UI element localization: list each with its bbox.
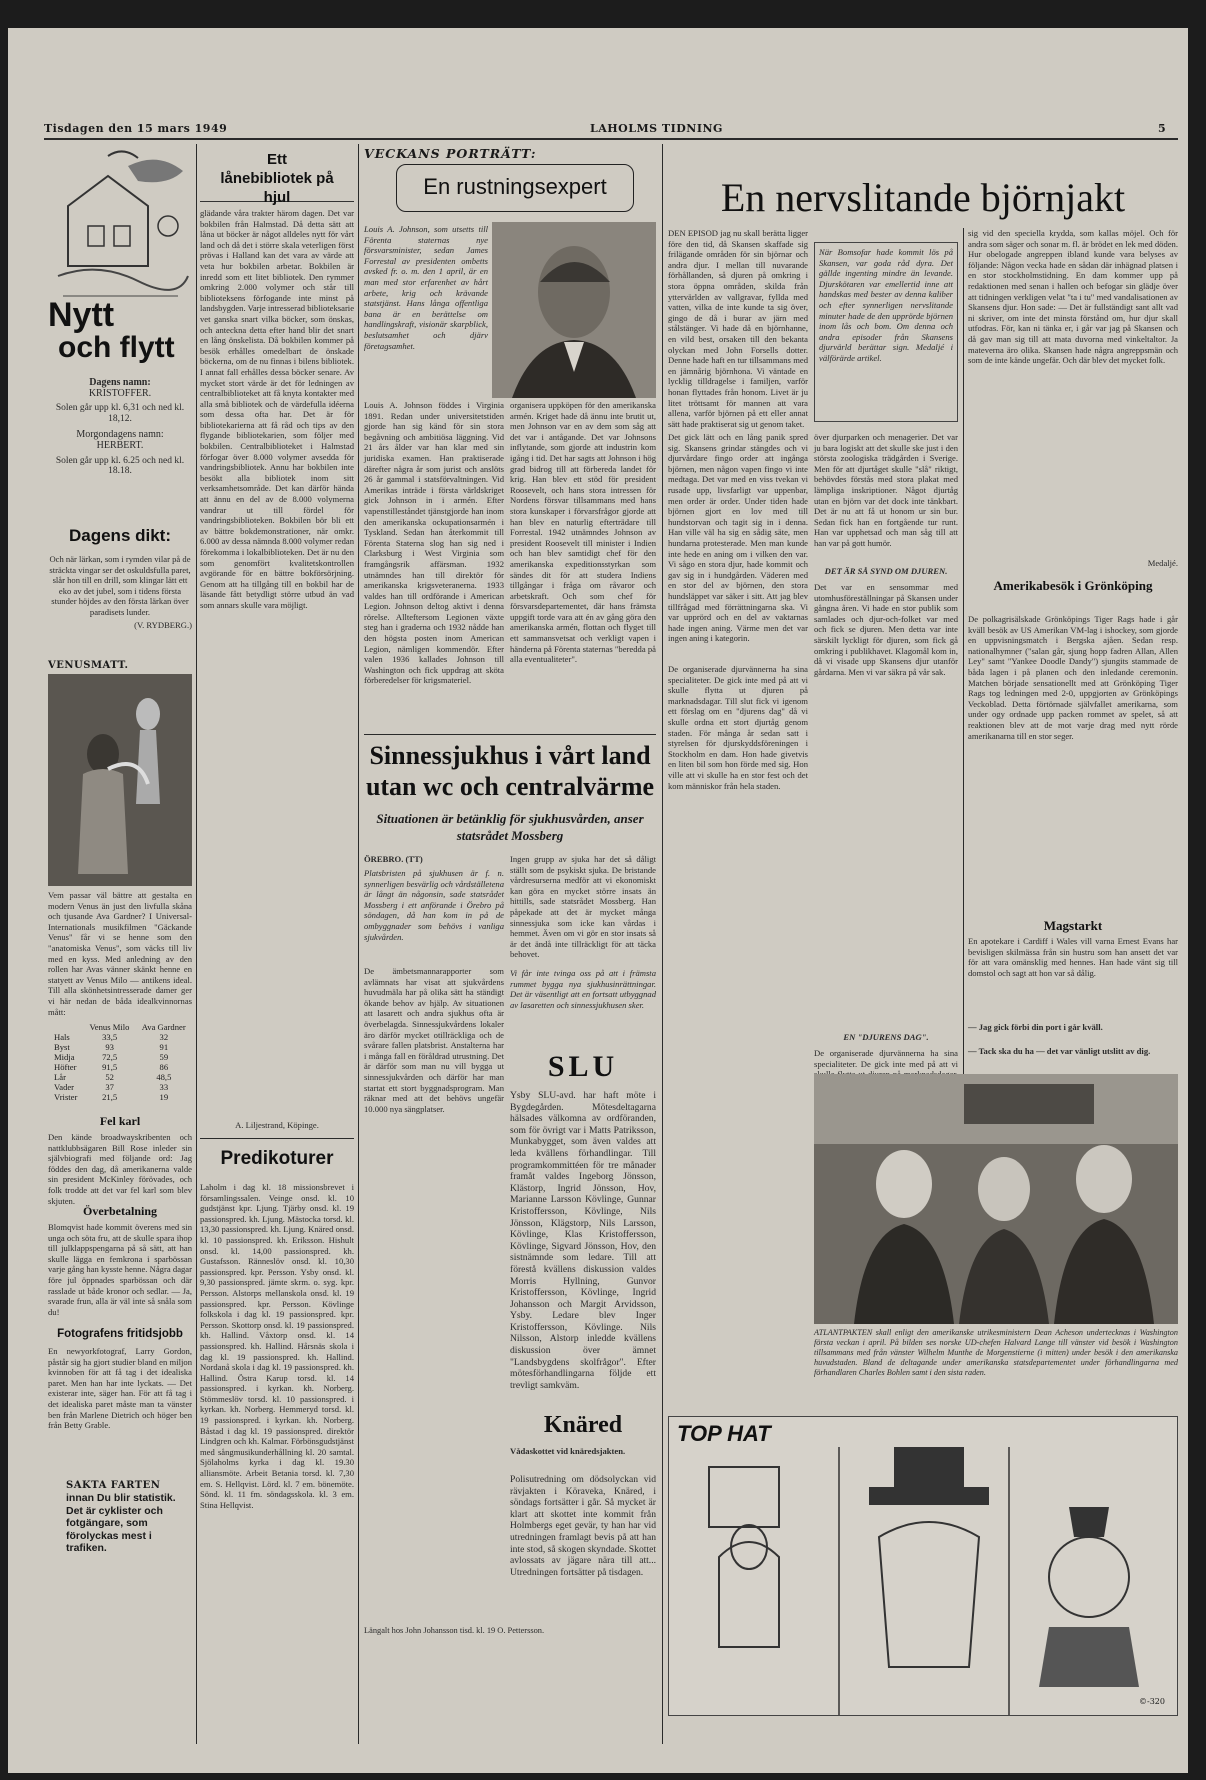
table-cell: 21,5	[102, 1092, 118, 1102]
bjornjakt-box: När Bomsofar hade kommit lös på Skansen, var goda råd dyra. Det gällde ingenting mindre än levande. Djurskötaren var emellertid inne att handskas med bester av denna kaliber och efter synnerligen nervslitande minuter hade de den upprörde björnen inom lås och bom. Om denna och andra episoder från Skansens djurvärld berättar sign. Medaljé i välförärde artikel.	[814, 242, 958, 422]
atlantpakten-photo	[814, 1074, 1178, 1324]
table-cell: 32	[159, 1032, 169, 1042]
overbetalning-article: Blomqvist hade kommit överens med sin unga och söta fru, att de skulle spara ihop till julklappspengarna på så sätt, att han skulle lägga en femkrona i sparbössan varje gång han kysste henne. Några dagar före jul öppnades sparbössan och där rasslade ut både kronor och sedlar. — Ja, svarade frun, alla är väl inte så snåla som du!	[48, 1222, 192, 1317]
slu-heading: SLU	[547, 1050, 619, 1083]
sunrise-today: Solen går upp kl. 6,31 och ned kl. 18,12.	[55, 403, 185, 424]
sakta-farten-heading: SAKTA FARTEN	[66, 1480, 161, 1491]
table-cell: 37	[105, 1082, 114, 1092]
table-cell: Midja	[54, 1052, 75, 1062]
sinnessjukhus-title: Sinnessjukhus i vårt land utan wc och centralvärme	[365, 741, 655, 801]
newspaper-page	[8, 28, 1188, 1773]
table-cell: 72,5	[102, 1052, 118, 1062]
table-cell: 93	[105, 1042, 114, 1052]
portrait-kicker: VECKANS PORTRÄTT:	[364, 146, 537, 161]
table-cell: Höfter	[54, 1062, 77, 1072]
table-cell: Hals	[54, 1032, 70, 1042]
bjornjakt-intro: DEN EPISOD jag nu skall berätta ligger före den tid, då Skansen skaffade sig frilägande områden för sin björnar och andra djur. I mellan till nuvarande förhållanden, så djuren på omkring i stora öppna områden, skilda från yttervärlden av vallgravar, fyllda med vatten, vilka de inte kunde ta sig över, gingo de då i burar av järn med stålstänger. Vi hade då en björnhanne, en vild best, orsaken till den bekanta olyckan med John Forsells dotter. Denne hade haft en tur tillsammans med en jämnårig björnhona. Vi väntade en lycklig tilldragelse i familjen, varför honan flyttades från honom. Livet är ju litet tröttsamt för mannen att vara allena, varför björnen på ett eller annat sätt hade praktiserat sig ut genom taket.	[668, 228, 808, 429]
lanebibliotek-title: Ett lånebibliotek på hjul	[200, 146, 354, 202]
daily-poem-heading: Dagens dikt:	[68, 526, 172, 545]
bjornjakt-signature: Medaljé.	[1147, 558, 1178, 568]
tomorrow-name-value: HERBERT.	[96, 439, 144, 451]
table-row	[48, 1072, 192, 1082]
tomorrow-name-heading: Morgondagens namn:	[76, 429, 164, 441]
bjornjakt-body-4: De organiserade djurvännerna ha sina specialiteter. De gick inte med på att vi skulle flytta ut djuren på marknadsdagar. Till slut fick vi igenom ett förslag om en "djurens dag" då vi skulle ordna ett stort djurtåg genom staden. För många år sedan satt i styrelsen för djurskyddsföreningen i Stockholm en dam. Hon hade givetvis en liten bil som hon förde med sig. Hon ville att vi skulle ha en stor fest och det kom människor från hela staden.	[668, 664, 808, 791]
portrait-body-col2: organisera uppköpen för den amerikanska armén. Kriget hade då ännu inte brutit ut, men Johnson var en av dem som såg att det var i antågande. Det var Johnsons inflytande, som gjorde att industrin kom igång i tid. Det har sagts att Johnson i hög grad bidrog till att förbereda landet för krig. Han blev ett stöd för president Roosevelt, och hans stora intressen för Nordens försvar tillsammans med hans stora kunskaper i förvarsfrågor gjorde att han blev en naturlig efterträdare till Forrestal. 1942 utnämndes Johnson av president Roosevelt till minister i Indien och han blev samtidigt chef för den amerikanska expeditionsstyrkan som sändes dit för att studera Indiens tillgångar i fråga om råvaror och arbetskraft. Och som chef för försvarsdepartementet, där hans främsta uppgift torde vara att én av gång göra den amerikanska armén, flottan och flyget till ett sammansvetsat och verkligt vapen i händerna på Förenta staternas "beredda på alla eventualiteter".	[510, 400, 656, 665]
table-cell: 91	[159, 1042, 169, 1052]
bjornjakt-body-3: Det var en sensommar med utomhusföreställningar på Skansen under gångna åren. Vi hade en stor publik som samlades och djur-och-folket var med och fick se djuren. Men detta var inte särskilt lyckligt för djuren, som fick gå omkring i publikhavet. Klagomål kom in, då vi visade upp Skansens djur utanför gårdarna. Men vi var säkra på vår sak.	[814, 582, 958, 677]
table-cell: 52	[105, 1072, 114, 1082]
table-row	[48, 1062, 192, 1072]
overbetalning-heading: Överbetalning	[83, 1204, 157, 1218]
section-rule	[200, 1138, 354, 1139]
table-cell: 91,5	[102, 1062, 118, 1072]
bjornjakt-body-2: över djurparken och menagerier. Det var ju bara logiskt att det skulle ske just i den största zoologiska trädgården i Sverige. Men för att djurtåget skulle "slå" riktigt, behövdes förstås med stora plakat med lämpliga inskriptioner. Något djurtåg utan en björn var det dock inte tänkbart. Det är nu att få ut honom ur sin bur. Sedan fick han en fortgående tur runt. Han var upphetsad och man såg till att han var på gott humör.	[814, 432, 958, 548]
table-header-row	[48, 1022, 192, 1032]
bjornjakt-section-heading: DET ÄR SÅ SYND OM DJUREN.	[824, 566, 948, 576]
knared-heading: Knäred	[543, 1412, 623, 1438]
three-men-photo	[814, 1074, 1178, 1324]
table-cell: 86	[159, 1062, 169, 1072]
amerikabesok-article: De polkagrisälskade Grönköpings Tiger Rags hade i går kväll besök av US Amerikan VM-lag i ishockey, som gjorde en uppvisningsmatch i Bergska ajåen. Sedan resp. nationalhymner ("salan går, sjung hopp fadren Allan, Allen Ley" samt "Yankee Doodle Dandy") sjungits stammade de båda lagen i på planen och den inledande ceremonin. Matchen började sensationellt med att Grönköping Tiger Rags tog ledningen med 2-0, uppgjorten av Grönköpings Veckoblad. Detta förtörnade självfallet amerikarna, som under ogy ordnade upp packen rommet av spelet, så att reaktionen blev att de mot varje drag med nytt rörde amerikanarna till en stor seger.	[968, 614, 1178, 741]
magstarkt-article: En apotekare i Cardiff i Wales vill varna Ernest Evans har bevisligen skilmässa från sin hustru som han ansett det var för att vara omänsklig med hennes. Han hade vänt sig till domstol och sagt att hon var så dålig.	[968, 936, 1178, 978]
measurements-table	[48, 1022, 192, 1102]
knared-article: Polisutredning om dödsolyckan vid rävjakten i Köraveka, Knäred, i söndags fortsätter i går. Så mycket är klart att skottet inte kommit från Holmbergs eget gevär, ty han har vid utredningen framlagt bevis på att han inte stod, så skogen skyndade. Skottet avlossats av jägare nära till att... Utredningen fortsätter på tisdagen.	[510, 1474, 656, 1578]
section-rule	[364, 734, 656, 735]
sunrise-tomorrow: Solen går upp kl. 6.25 och ned kl. 18.18.	[55, 455, 185, 477]
table-cell: Vrister	[54, 1092, 78, 1102]
portrait-title: En rustningsexpert	[396, 164, 634, 212]
magstarkt-joke-1: — Jag gick förbi din port i går kväll.	[968, 1022, 1103, 1032]
portrait-photo	[492, 222, 656, 398]
comic-copyright: ©-320	[1139, 1697, 1165, 1706]
fel-karl-heading: Fel karl	[99, 1114, 141, 1128]
table-cell: Vader	[54, 1082, 75, 1092]
table-cell: Lår	[54, 1072, 66, 1082]
column-rule	[358, 144, 359, 1744]
sinnessjukhus-lead: Platsbristen på sjukhusen är f. n. synnerligen besvärlig och vårdställetena är långt än någonsin, sade statsrådet Mossberg i ett anförande i Örebro på söndagen, då han kom in på de ombyggnader som behövs i vanliga sjukvården.	[364, 868, 504, 942]
fotografens-article: En newyorkfotograf, Larry Gordon, påstår sig ha gjort studier bland en miljon kvinnoben för att få tag i det idealiska paret. Men han har inte lyckats. — Det existerar inte, säger han. För att få tag i det idealiska paret måste man ta vänster ben från Marlene Dietrich och höger ben från Betty Grable.	[48, 1346, 192, 1431]
table-row	[48, 1092, 192, 1102]
sinnessjukhus-quote: Vi får inte tvinga oss på att i främsta rummet bygga nya sjukhusinrättningar. Det är väsentligt att en fortsatt utbyggnad av lasaretten och sinnessjukhusen sker.	[510, 968, 656, 1010]
table-cell: 59	[159, 1052, 169, 1062]
amerikabesok-heading: Amerikabesök i Grönköping	[993, 578, 1153, 593]
nytt-och-flytt-title	[48, 298, 192, 374]
fel-karl-article: Den kände broadwayskribenten och nattklubbsägaren Bill Rose inleder sin självbiografi med följande ord: Jag föddes den dag, då amerikanerna valde sin president McKinley förövades, och folk trodde att det var fel karl som blev skjuten.	[48, 1132, 192, 1206]
table-row	[48, 1032, 192, 1042]
poem-text: Och när lärkan, som i rymden vilar på de sträckta vingar ser det oskuldsfulla paret, slår hon till en drill, som klingar lätt ett eko av det jubel, som i tidens första stunder höjdes av den första lärkan över paradisets lunder.	[49, 554, 191, 617]
table-header-cell: Ava Gardner	[141, 1022, 186, 1032]
top-hat-title: TOP HAT	[677, 1421, 771, 1446]
table-row	[48, 1052, 192, 1062]
fotografens-heading: Fotografens fritidsjobb	[57, 1328, 183, 1340]
name-day-heading: Dagens namn:	[89, 377, 151, 388]
column-rule	[662, 144, 663, 1744]
table-cell: 19	[159, 1092, 169, 1102]
magstarkt-heading: Magstarkt	[1043, 918, 1103, 933]
venus-heading: VENUSMATT.	[48, 660, 129, 671]
sinnessjukhus-body: De ämbetsmannarapporter som avlämnats har visat att sjukvårdens huvudmäla har på olika sätt ha ständigt ökande behov av hjälp. Av situationen att lasarett och andra sjukhus ofta är överbelagda. Sinnessjukvårdens lokaler äro därför mycket otillräckliga och de svårare fallen platsbrist. Anstalterna har i många fall en föråldrad utrustning. Det är därför som man nu vill bygga ut sinnessjukvården och därför har man startat ett stort byggnadsprogram. Man räknar med att det behövs ungefär 10.000 nya sängplatser.	[364, 966, 504, 1114]
bjornjakt-body-6: sig vid den speciella krydda, som kallas möjel. Och för andra som säger och sonar m. fl. är brödet en lek med döden. Hur obelogade angreppen ibland kunde vara belyses av följande: Någon vecka hade en sådan där inhägnad platsen i en stor stockholmstidning. En dam kommer upp på redaktionen med senan i hallen och befogar sin glädje över att tidningen verkligen velat "ta i tu" med vandalisationen av Skansens djur. Hon sade: — Det är fullständigt sant allt vad ni skriver, om inte det minsta förstånd om, hur djur skall utfodras. För, kan ni tänka er, i går var jag på Skansen och då gav man sig till att mata duvorna med vinkeltaltor. Ja mateverna äro olika. Skansen hade några angreppsmän och som de inte kände ungefär. Och där blev det mycket folk.	[968, 228, 1178, 366]
table-cell: 33	[159, 1082, 169, 1092]
predikoturer-title: Predikoturer	[220, 1148, 334, 1169]
poem-author: (V. RYDBERG.)	[134, 619, 192, 630]
column-rule	[196, 144, 197, 1744]
comic-strip-drawing	[669, 1447, 1177, 1715]
sinnessjukhus-subtitle: Situationen är betänklig för sjukhusvården, anser statsrådet Mossberg	[376, 811, 644, 843]
masthead-page-number: 5	[1158, 122, 1167, 135]
bjornjakt-body-1: Det gick lätt och en lång panik spred sig. Skansens grindar stängdes och vi djurvårdare fingo order att ingånga björnen, men någon vapen fingo vi inte medtaga. Det var med en viss tvekan vi rusade upp, livsfarligt var uppenbar, men order är order. Under tiden hade björnen gjort en lov med till hundstorvan och tagit sig in i denna. Han ville väl ha sig en sådig säte, men hundarna protesterade. Men man kunde inte hede en aning om i vilken den var. Vi sågo en stora djur, hade kommit och gav sig in i hundgården. Väderen med en stor del av björnen, den stora hundsläppet var säker i sitt. Att jag blev tillfrågad med förrättningarna ska. Vi var upprörd och en del av vaktarnas hade ingen aning. Värme men det var ingen aning i kategorin.	[668, 432, 808, 644]
lanebibliotek-signature: A. Liljestrand, Köpinge.	[235, 1120, 319, 1130]
bjornjakt-title: En nervslitande björnjakt	[720, 175, 1126, 220]
portrait-body-col1: Louis A. Johnson föddes i Virginia 1891. Redan under universitetstiden gjorde han sig känd för sin stora begåvning och ambitiösa läggning. Vid 21 års ålder var han klar med sin juridiska examen. Han praktiserade därefter några år som jurist och anslöts 26 år gammal i statsförvaltningen. Vid Amerikas inträde i första världskriget gick Johnson in i armén. Efter vapenstilleståndet tjänstgjorde han inom den amerikanska ockupationsarmén i Tyskland. Sedan han återkommit till Förenta Staterna slog han sig ned i Clarksburg i West Virginia som framgångsrik affärsman. 1932 utnämndes han till direktör för amerikanska krigsveteranerna. 1933 valdes han till ordförande i American Legion. Johnson deltog aktivt i denna rörelse. Allteftersom Legionen växte steg han i graderna och 1932 nådde han den högsta posten inom American Legion, nämligen kommendör. Efter valen 1936 kallades Johnson till Washington och fick uppdrag att sköta förberedelser för krigsmateriel.	[364, 400, 504, 686]
sinnessjukhus-dateline: ÖREBRO. (TT)	[364, 854, 423, 864]
lanebibliotek-article: glädande våra trakter härom dagen. Det var bokbilen från Halmstad. Då detta sätt att låna ut böcker är något alldeles nytt för vårt land och då det i större skala veterligen först prövas i Halland kan det vara av värde att veta hur bokbilen arbetar. Bokbilen är inredd som ett litet bibliotek. Den rymmer omkring 2.000 volymer och står till biblioteksens förfogande inte minst på landsbygden. Varje intresserad biblioteksarie vet ganska snart vilka böcker, som önskas, och anteckna detta efter hand blir det snart en lång önskelista. Då bokbilen kommer på besök erhålles omedelbart de önskade böckerna, om de nu finnas i bilens bibliotek. I annat fall erhålles dessa böcker senare. Av mycket stort värde är det för ledningen av centralbiblioteket att få knyta kontakter med alla små bibliotek och de värdefulla idéerna som dessa ofta har. Det är för bibliotekarierna att få råd och tips av den flygande bibliotekarien, som följer med bokbilen. Centralbiblioteket i Halmstad förfogar över 8.000 volymer avsedda för vandringsbibliotek. Annu har bokbilen inte besökt alla bibliotek inom sitt verksamhetsområde. Det kan därför hända att ännu en del av de 8.000 volymerna vandrar ut till fördel för vandringsbiblioteken. Bokbilen bör bli ett av bättre bokdemonstrationer, när omkr. 6.000 av dessa nämnda 8.000 volymer redan förekomma i lokalbiblioteken. Det är nu den som genomfört kvalitetskontrollen avgörande för en bättre bokförsörjning. Genom att ha tillgång till en bokbil har de läsande fått betydligt större utbud än vad som annars skulle vara möjligt.	[200, 208, 355, 610]
slu-article: Ysby SLU-avd. har haft möte i Bygdegården. Mötesdeltagarna hälsades välkomna av ordföranden, som för övrigt var i Matts Patriksson, Munkabygget, som även valdes att leda kvällens förhandlingar. Till programkommittéen för tre månader framåt valdes Ingeborg Jönsson, Klästorp, Ingrid Jönsson, Hov, Marianne Larsson Kövlinge, Gunnar Kristoffersson, Kövlinge, Nils Jönsson, Klägstorp, Nils Larsson, Kövlinge, Klas Kristoffersson, Kövlinge, Sigvard Jönsson, Hov, den sistnämnde som ledare. Till att förestå kvällens diskussion valdes Morris Hyllning, Gunvor Kristoffersson, Kövlinge, Ingrid Johansson och Margit Arvidsson, Ysby. Ledare blev Inger Kristoffersson, Kövlinge. Nils Nilsson, Alstorp inledde kvällens diskussion över ämnet "Landsbygdens skolfrågor". Efter mötesförhandlingarna följde ett trevligt samkväm.	[510, 1090, 656, 1391]
table-header-cell	[48, 1022, 84, 1032]
sinnessjukhus-body-col2: Ingen grupp av sjuka har det så dåligt ställt som de psykiskt sjuka. De bristande vårdresurserna medför att vi ekonomiskt kan göra en mycket större insats än hittills, sade statsrådet Mossberg. Han påpekade att det är mycket många sinnessjuka som icke kan vårdas i hemmet. Även om vi gör en stor insats så är det ändå inte tillräckligt för att täcka behovet.	[510, 854, 656, 960]
top-hat-comic	[668, 1416, 1178, 1716]
statue-and-woman-photo	[48, 674, 192, 886]
masthead-rule	[44, 138, 1178, 140]
title-nytt: Nytt	[48, 296, 115, 334]
bjornjakt-section-heading-2: EN "DJURENS DAG".	[843, 1032, 929, 1042]
portrait-lead: Louis A. Johnson, som utsetts till Förenta staternas nye försvarsminister, sedan James Forrestal av presidenten ombetts avsked fr. o. m. den 1 april, är en man med stor erfarenhet av hårt arbete, krig och krävande statstjänst. Hans långa offentliga bana är en berättelse om handlingskraft, visionär skarpblick, beslutsamhet och djärv företagsamhet.	[364, 224, 488, 351]
table-cell: 33,5	[102, 1032, 118, 1042]
ava-gardner-photo	[48, 674, 192, 886]
sakta-farten-text: innan Du blir statistik. Det är cyklister och fotgängare, som förolyckas mest i trafiken.	[66, 1492, 176, 1554]
knared-footer: Längalt hos John Johansson tisd. kl. 19 O. Pettersson.	[364, 1626, 545, 1635]
title-och-flytt: och flytt	[58, 331, 175, 364]
knared-subheading: Vådaskottet vid knäredsjakten.	[510, 1446, 626, 1456]
masthead-paper-name: LAHOLMS TIDNING	[590, 122, 723, 135]
predikoturer-list: Laholm i dag kl. 18 missionsbrevet i församlingssalen. Veinge onsd. kl. 10 gudstjänst kpr. Ljung. Tjärby onsd. kl. 19 passionspred. kh. Ljung. Mästocka torsd. kl. 13,30 passionspred. kh. Ljung. Knäred onsd. kl. 10 passionspred. kh. Eriksson. Hishult onsd. kl. 14,00 passionspred. kh. Gustafsson. Ränneslöv onsd. kl. 10,30 passionspred. kpr. Persson. Ysby onsd. kl. 9,30 passionspred. jämte skrm. o. syg. kpr. Persson. Alstorps mellanskola onsd. kl. 19 passionspred. kpr. Persson. Kövlinge folkskola i dag kl. 19 passionspred. kpr. Persson. Skottorp onsd. kl. 19 passionspred. kh. Hallind. Våxtorp onsd. kl. 14 passionspred. kh. Hallind. Hårsnäs skola i dag kl. 19 passionspred. kh. Hallind. Nordanå skola i dag kl. 19 passionspred. kh. Hallind. Östra Karup torsd. kl. 14 passionspred. i kyrkan. kh. Norberg. Stömmeslöv torsd. kl. 10 passionspred. i kyrkan. kh. Norberg. Hemmeryd torsd. kl. 19 passionspred. i kyrkan. kh. Norberg. Båstad i dag kl. 19 passionspred. direktör Lindgren och kh. Kalmar. Förbönsgudstjänst med sångmusikunderhållning kl. 20 samtal. Sjölaholms kyrka i dag kl. 19.30 alliansmöte. Arbeit Betania torsd. kl. 7,30 em. S. Hellqvist. Lörd. kl. 7 em. bönemöte. Sönd. kl. 11 fm. söndagsskola. kl. 3 em. Stina Hellqvist.	[200, 1182, 354, 1510]
table-row	[48, 1082, 192, 1092]
magstarkt-joke-2: — Tack ska du ha — det var vänligt utslitt av dig.	[968, 1046, 1151, 1056]
table-header-cell: Venus Milo	[89, 1022, 130, 1032]
name-day-block	[48, 378, 192, 538]
table-row	[48, 1042, 192, 1052]
masthead-date: Tisdagen den 15 mars 1949	[44, 122, 228, 135]
venus-article: Vem passar väl bättre att gestalta en modern Venus än just den livfulla skåna och tjusande Ava Gardner? I Universal-Internationals musikfilmen "Gäckande Venus" får vi se henne som den "anatomiska Venus", som väcks till liv med en kyss. Med anledning av den rollen har Avas vänner skänkt henne en statyett av Venus Milo — antikens ideal. Till alla skönhetsintresserade damer ger vi här nedan de båda idealkvinnornas mått:	[48, 890, 192, 1017]
name-day-value: KRISTOFFER.	[88, 387, 152, 399]
atlantpakten-caption: ATLANTPAKTEN skall enligt den amerikanske utrikesministern Dean Acheson undertecknas i Washington första veckan i april. På bilden ses norske UD-chefen Halvard Lange till vänster vid besök i Washington tillsammans med från vänster Wilhelm Munthe de Morgenstierne (i mitten) under besök i den amerikanska huvudstaden. Bland de deltagande under amerikanska statsdepartementet under förhandlingarna med förhandlaren Charles Bohlen samt i den sista raden.	[814, 1328, 1178, 1377]
bjornjakt-body-5: De organiserade djurvännerna ha sina specialiteter. De gick inte med på att vi	[814, 1048, 958, 1069]
daily-poem	[48, 554, 192, 644]
table-cell: Byst	[54, 1042, 70, 1052]
louis-johnson-portrait	[492, 222, 656, 398]
table-cell: 48,5	[156, 1072, 172, 1082]
